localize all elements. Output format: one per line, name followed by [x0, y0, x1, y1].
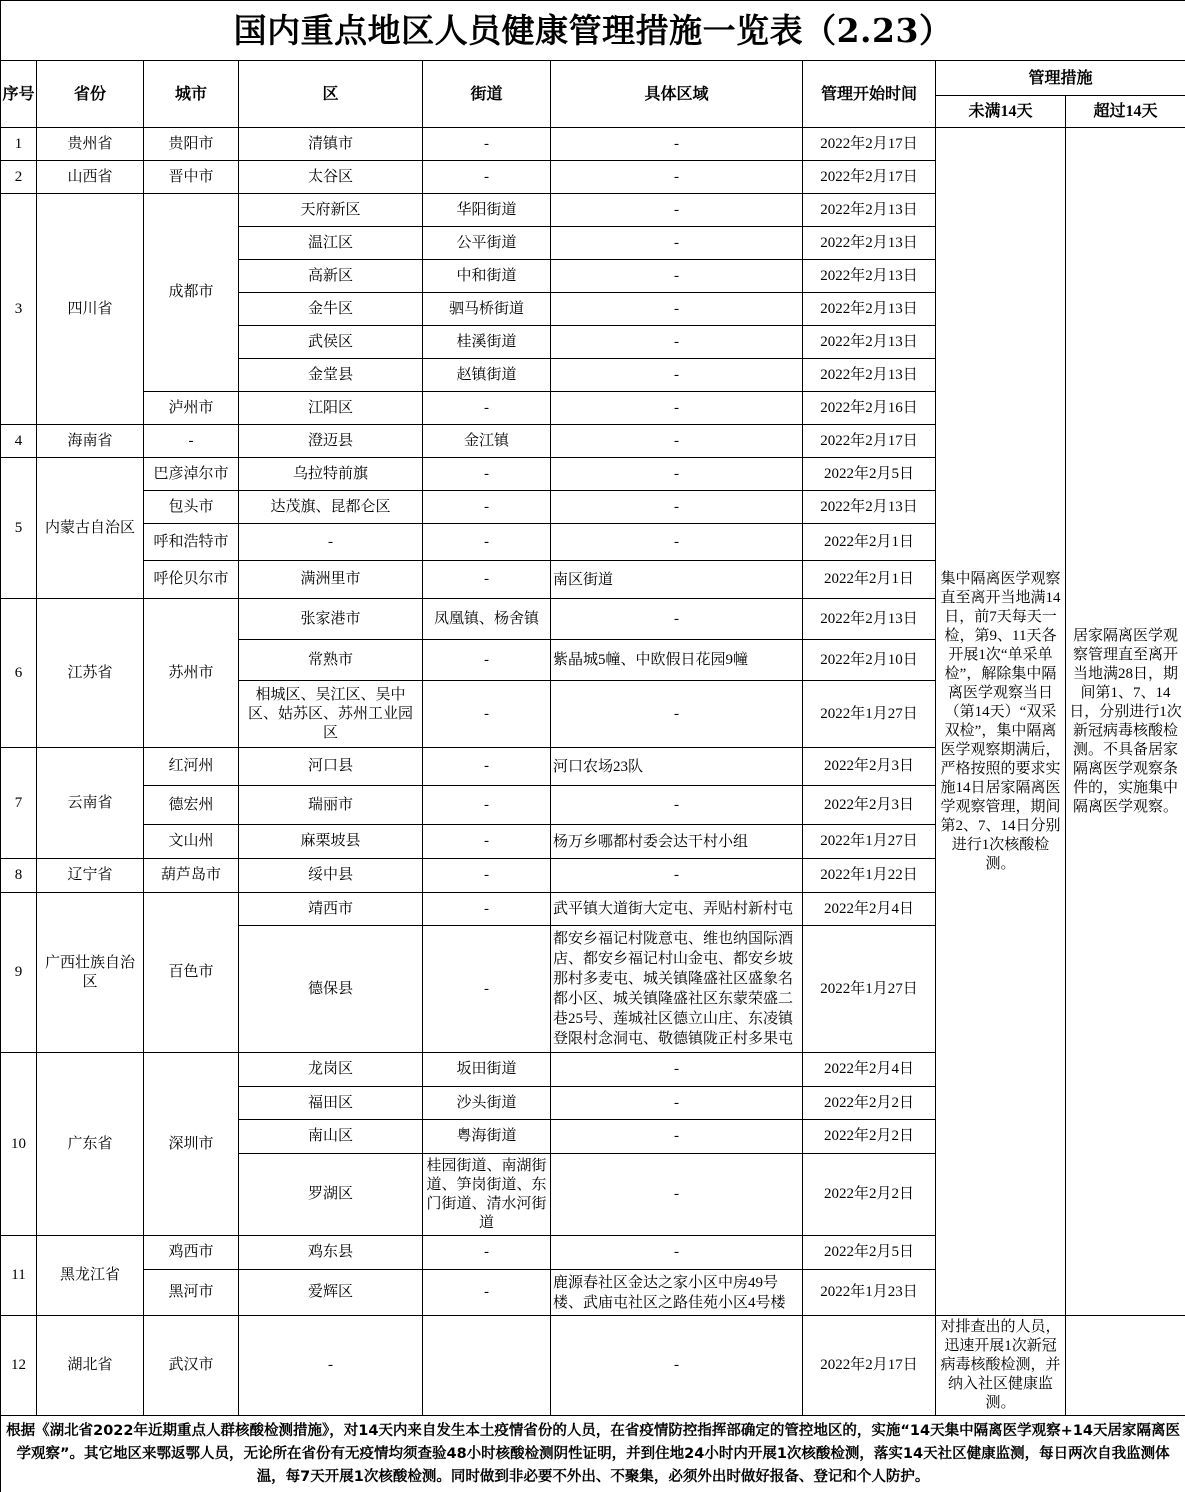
- street-name: 赵镇街道: [423, 359, 551, 392]
- district-name: 鸡东县: [239, 1236, 423, 1270]
- city-name: 武汉市: [144, 1316, 239, 1416]
- district-name: 澄迈县: [239, 425, 423, 458]
- specific-area: -: [551, 491, 803, 524]
- street-name: -: [423, 128, 551, 161]
- header-specific-area: 具体区域: [551, 61, 803, 128]
- table-row: [1, 128, 1185, 161]
- specific-area: -: [551, 1236, 803, 1270]
- street-name: -: [423, 748, 551, 786]
- measure-under-14-days: 集中隔离医学观察直至离开当地满14日，前7天每天一检，第9、11天各开展1次“单采单检”，解除集中隔离医学观察当日（第14天）“双采双检”，集中隔离医学观察期满后，严格按照的要求实施14日居家隔离医学观察管理，期间第2、7、14日分别进行1次核酸检测。: [936, 128, 1066, 1316]
- management-start-date: 2022年2月1日: [803, 524, 936, 561]
- specific-area: -: [551, 293, 803, 326]
- district-name: -: [239, 1316, 423, 1416]
- header-under-14-days: 未满14天: [936, 96, 1066, 128]
- street-name: -: [423, 786, 551, 825]
- city-name: 百色市: [144, 893, 239, 1053]
- city-name: 苏州市: [144, 599, 239, 748]
- management-start-date: 2022年2月13日: [803, 260, 936, 293]
- row-number: 11: [1, 1236, 37, 1316]
- specific-area: -: [551, 1154, 803, 1236]
- street-name: -: [423, 561, 551, 599]
- street-name: -: [423, 392, 551, 425]
- province-name: 贵州省: [37, 128, 144, 161]
- city-name: 巴彦淖尔市: [144, 458, 239, 491]
- province-name: 内蒙古自治区: [37, 458, 144, 599]
- management-start-date: 2022年1月27日: [803, 825, 936, 859]
- district-name: 靖西市: [239, 893, 423, 926]
- management-start-date: 2022年2月5日: [803, 458, 936, 491]
- specific-area: -: [551, 1120, 803, 1154]
- header-province: 省份: [37, 61, 144, 128]
- row-number: 8: [1, 859, 37, 893]
- management-start-date: 2022年2月17日: [803, 425, 936, 458]
- specific-area: -: [551, 425, 803, 458]
- row-number: 2: [1, 161, 37, 194]
- city-name: 呼和浩特市: [144, 524, 239, 561]
- province-name: 辽宁省: [37, 859, 144, 893]
- province-name: 湖北省: [37, 1316, 144, 1416]
- header-index: 序号: [1, 61, 37, 128]
- street-name: 华阳街道: [423, 194, 551, 227]
- city-name: 黑河市: [144, 1270, 239, 1316]
- city-name: 深圳市: [144, 1053, 239, 1236]
- management-start-date: 2022年2月2日: [803, 1154, 936, 1236]
- street-name: 粤海街道: [423, 1120, 551, 1154]
- management-start-date: 2022年2月13日: [803, 491, 936, 524]
- header-over-14-days: 超过14天: [1066, 96, 1185, 128]
- management-start-date: 2022年2月4日: [803, 893, 936, 926]
- management-start-date: 2022年2月5日: [803, 1236, 936, 1270]
- city-name: 德宏州: [144, 786, 239, 825]
- province-name: 四川省: [37, 194, 144, 425]
- city-name: 晋中市: [144, 161, 239, 194]
- row-number: 12: [1, 1316, 37, 1416]
- specific-area: -: [551, 161, 803, 194]
- street-name: -: [423, 859, 551, 893]
- street-name: 驷马桥街道: [423, 293, 551, 326]
- district-name: 麻栗坡县: [239, 825, 423, 859]
- district-name: 龙岗区: [239, 1053, 423, 1087]
- street-name: -: [423, 893, 551, 926]
- management-start-date: 2022年1月22日: [803, 859, 936, 893]
- province-name: 黑龙江省: [37, 1236, 144, 1316]
- street-name: 坂田街道: [423, 1053, 551, 1087]
- specific-area: -: [551, 524, 803, 561]
- row-number: 7: [1, 748, 37, 859]
- management-start-date: 2022年1月27日: [803, 926, 936, 1053]
- city-name: 包头市: [144, 491, 239, 524]
- specific-area: 武平镇大道街大定屯、弄贴村新村屯: [551, 893, 803, 926]
- district-name: 瑞丽市: [239, 786, 423, 825]
- street-name: -: [423, 640, 551, 681]
- province-name: 海南省: [37, 425, 144, 458]
- table-row: [1, 1316, 1185, 1416]
- district-name: 金牛区: [239, 293, 423, 326]
- management-start-date: 2022年2月13日: [803, 194, 936, 227]
- management-start-date: 2022年2月2日: [803, 1120, 936, 1154]
- city-name: 成都市: [144, 194, 239, 392]
- street-name: 公平街道: [423, 227, 551, 260]
- row-number: 10: [1, 1053, 37, 1236]
- district-name: 相城区、吴江区、吴中区、姑苏区、苏州工业园区: [239, 681, 423, 748]
- street-name: 中和街道: [423, 260, 551, 293]
- management-start-date: 2022年2月13日: [803, 359, 936, 392]
- specific-area: -: [551, 1316, 803, 1416]
- page-title: 国内重点地区人员健康管理措施一览表（2.23）: [1, 1, 1185, 61]
- measure-over-14-days: 居家隔离医学观察管理直至离开当地满28日，期间第1、7、14日，分别进行1次新冠病毒核酸检测。不具备居家隔离医学观察条件的，实施集中隔离医学观察。: [1066, 128, 1185, 1316]
- district-name: 江阳区: [239, 392, 423, 425]
- header-row: [1, 61, 1185, 96]
- city-name: 鸡西市: [144, 1236, 239, 1270]
- specific-area: 河口农场23队: [551, 748, 803, 786]
- header-city: 城市: [144, 61, 239, 128]
- header-start-date: 管理开始时间: [803, 61, 936, 128]
- hubei-measure-under-14-days: 对排查出的人员，迅速开展1次新冠病毒核酸检测，并纳入社区健康监测。: [936, 1316, 1066, 1416]
- street-name: 金江镇: [423, 425, 551, 458]
- district-name: 天府新区: [239, 194, 423, 227]
- specific-area: -: [551, 786, 803, 825]
- specific-area: -: [551, 194, 803, 227]
- specific-area: -: [551, 392, 803, 425]
- district-name: 河口县: [239, 748, 423, 786]
- street-name: -: [423, 161, 551, 194]
- management-start-date: 2022年2月16日: [803, 392, 936, 425]
- management-start-date: 2022年1月23日: [803, 1270, 936, 1316]
- district-name: 清镇市: [239, 128, 423, 161]
- management-start-date: 2022年2月13日: [803, 293, 936, 326]
- management-start-date: 2022年2月17日: [803, 161, 936, 194]
- row-number: 3: [1, 194, 37, 425]
- management-start-date: 2022年2月13日: [803, 227, 936, 260]
- street-name: -: [423, 458, 551, 491]
- city-name: 泸州市: [144, 392, 239, 425]
- management-start-date: 2022年2月4日: [803, 1053, 936, 1087]
- specific-area: -: [551, 359, 803, 392]
- district-name: 罗湖区: [239, 1154, 423, 1236]
- province-name: 广东省: [37, 1053, 144, 1236]
- district-name: 南山区: [239, 1120, 423, 1154]
- district-name: 乌拉特前旗: [239, 458, 423, 491]
- specific-area: -: [551, 227, 803, 260]
- management-start-date: 2022年2月17日: [803, 128, 936, 161]
- district-name: 太谷区: [239, 161, 423, 194]
- title-row: [1, 1, 1185, 61]
- city-name: 呼伦贝尔市: [144, 561, 239, 599]
- district-name: 武侯区: [239, 326, 423, 359]
- province-name: 江苏省: [37, 599, 144, 748]
- header-district: 区: [239, 61, 423, 128]
- row-number: 6: [1, 599, 37, 748]
- street-name: 桂溪街道: [423, 326, 551, 359]
- district-name: 德保县: [239, 926, 423, 1053]
- district-name: 达茂旗、昆都仑区: [239, 491, 423, 524]
- management-start-date: 2022年2月10日: [803, 640, 936, 681]
- district-name: 温江区: [239, 227, 423, 260]
- street-name: -: [423, 825, 551, 859]
- management-start-date: 2022年2月3日: [803, 748, 936, 786]
- province-name: 广西壮族自治区: [37, 893, 144, 1053]
- province-name: 山西省: [37, 161, 144, 194]
- street-name: -: [423, 926, 551, 1053]
- street-name: 桂园街道、南湖街道、笋岗街道、东门街道、清水河街道: [423, 1154, 551, 1236]
- specific-area: -: [551, 128, 803, 161]
- specific-area: 南区街道: [551, 561, 803, 599]
- management-start-date: 2022年2月2日: [803, 1087, 936, 1120]
- header-measures: 管理措施: [936, 61, 1185, 96]
- specific-area: -: [551, 1087, 803, 1120]
- district-name: -: [239, 524, 423, 561]
- header-street: 街道: [423, 61, 551, 128]
- management-start-date: 2022年2月17日: [803, 1316, 936, 1416]
- specific-area: -: [551, 260, 803, 293]
- specific-area: -: [551, 599, 803, 640]
- district-name: 金堂县: [239, 359, 423, 392]
- district-name: 绥中县: [239, 859, 423, 893]
- street-name: 凤凰镇、杨舍镇: [423, 599, 551, 640]
- district-name: 满洲里市: [239, 561, 423, 599]
- specific-area: 杨万乡哪都村委会达干村小组: [551, 825, 803, 859]
- specific-area: -: [551, 859, 803, 893]
- management-start-date: 2022年2月1日: [803, 561, 936, 599]
- row-number: 1: [1, 128, 37, 161]
- management-start-date: 2022年2月3日: [803, 786, 936, 825]
- specific-area: -: [551, 458, 803, 491]
- street-name: 沙头街道: [423, 1087, 551, 1120]
- city-name: 文山州: [144, 825, 239, 859]
- district-name: 高新区: [239, 260, 423, 293]
- management-start-date: 2022年2月13日: [803, 599, 936, 640]
- district-name: 福田区: [239, 1087, 423, 1120]
- management-start-date: 2022年1月27日: [803, 681, 936, 748]
- street-name: -: [423, 1236, 551, 1270]
- province-name: 云南省: [37, 748, 144, 859]
- row-number: 9: [1, 893, 37, 1053]
- specific-area: -: [551, 681, 803, 748]
- specific-area: 鹿源春社区金达之家小区中房49号楼、武庙屯社区之路佳苑小区4号楼: [551, 1270, 803, 1316]
- street-name: [423, 1316, 551, 1416]
- row-number: 4: [1, 425, 37, 458]
- management-start-date: 2022年2月13日: [803, 326, 936, 359]
- city-name: 红河州: [144, 748, 239, 786]
- row-number: 5: [1, 458, 37, 599]
- street-name: -: [423, 681, 551, 748]
- street-name: -: [423, 524, 551, 561]
- district-name: 常熟市: [239, 640, 423, 681]
- street-name: -: [423, 1270, 551, 1316]
- district-name: 爱辉区: [239, 1270, 423, 1316]
- specific-area: 都安乡福记村陇意屯、维也纳国际酒店、都安乡福记村山金屯、都安乡坡那村多麦屯、城关镇隆盛社区盛象名都小区、城关镇隆盛社区东蒙荣盛二巷25号、莲城社区德立山庄、东凌镇登限村念洞屯、敬德镇陇正村多果屯: [551, 926, 803, 1053]
- street-name: -: [423, 491, 551, 524]
- city-name: -: [144, 425, 239, 458]
- district-name: 张家港市: [239, 599, 423, 640]
- specific-area: -: [551, 326, 803, 359]
- hubei-measure-over-14-days: [1066, 1316, 1185, 1416]
- city-name: 葫芦岛市: [144, 859, 239, 893]
- specific-area: 紫晶城5幢、中欧假日花园9幢: [551, 640, 803, 681]
- city-name: 贵阳市: [144, 128, 239, 161]
- footer-row: [1, 1416, 1185, 1492]
- specific-area: -: [551, 1053, 803, 1087]
- footer-note: 根据《湖北省2022年近期重点人群核酸检测措施》，对14天内来自发生本土疫情省份的人员，在省疫情防控指挥部确定的管控地区的，实施“14天集中隔离医学观察+14天居家隔离医学观察”。其它地区来鄂返鄂人员，无论所在省份有无疫情均须查验48小时核酸检测阴性证明，并到住地24小时内开展1次核酸检测，落实14天社区健康监测，每日两次自我监测体温，每7天开展1次核酸检测。同时做到非必要不外出、不聚集，必须外出时做好报备、登记和个人防护。: [1, 1416, 1185, 1492]
